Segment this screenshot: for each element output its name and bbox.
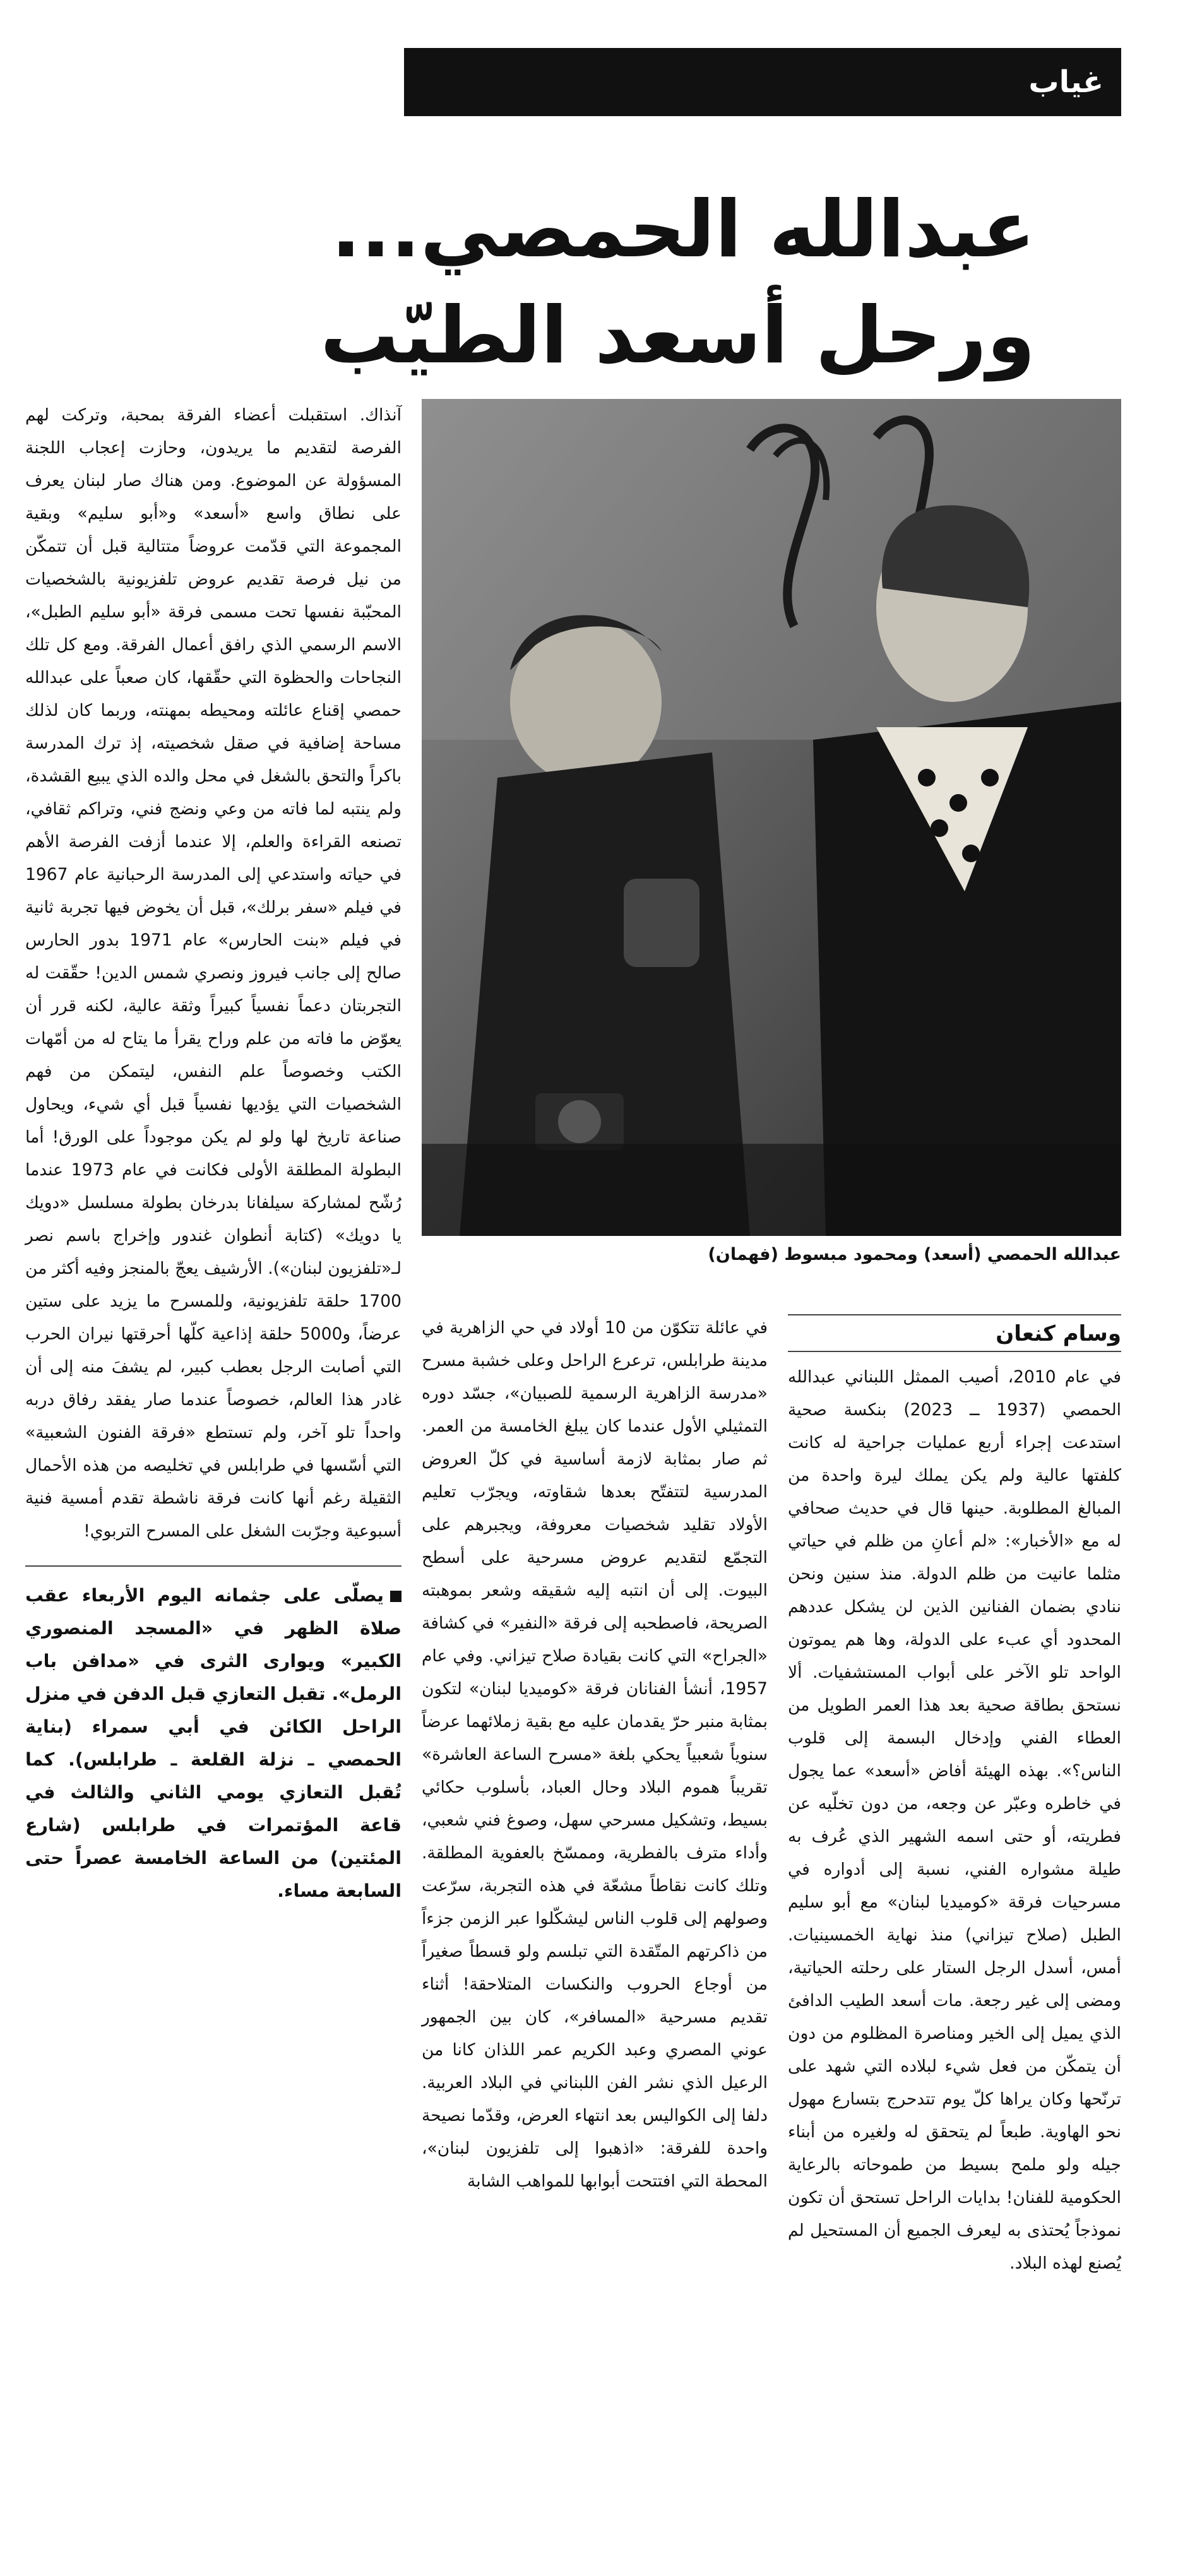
column-left-text: آنذاك. استقبلت أعضاء الفرقة بمحبة، وتركت لهم الفرصة لتقديم ما يريدون، وحازت إعجاب اللجنة المسؤولة عن الموضوع. ومن هناك صار لبنان يعرف على نطاق واسع «أسعد» و«أبو سليم» وبقية المجموعة التي قدّمت عروضاً متتالية قبل أن تتمكّن من نيل فرصة تقديم عروض تلفزيونية بالشخصيات المحبّبة نفسها تحت مسمى فرقة «أبو سليم الطبل»، الاسم الرسمي الذي رافق أعمال الفرقة. ومع كل تلك النجاحات والحظوة التي حقّقها، كان صعباً على عبدالله حمصي إقناع عائلته ومحيطه بمهنته، وربما كان لذلك مساحة إضافية في صقل شخصيته، إذ ترك المدرسة باكراً والتحق بالشغل في محل والده الذي يبيع القشدة، ولم ينتبه لما فاته من وعي ونضج فني، وتراكم ثقافي، تصنعه القراءة والعلم، إلا عندما أزفت الفرصة الأهم في حياته واستدعي إلى المدرسة الرحبانية عام 1967 في فيلم «سفر برلك»، قبل أن يخوض فيها تجربة ثانية في فيلم «بنت الحارس» عام 1971 بدور الحارس صالح إلى جانب فيروز ونصري شمس الدين! حقّقت له التجربتان دعماً نفسياً كبيراً وثقة عالية، لكنه قرر أن يعوّض ما فاته من علم وراح يقرأ ما يتاح له من أمّهات الكتب وخصوصاً علم النفس، ليتمكن من فهم الشخصيات التي يؤديها نفسياً قبل أي شيء، ويحاول صناعة تاريخ لها ولو لم يكن موجوداً على الورق! أما البطولة المطلقة الأولى فكانت في عام 1973 عندما رُشّح لمشاركة سيلفانا بدرخان بطولة مسلسل «دويك يا دويك» (كتابة أنطوان غندور وإخراج باسم نصر لـ«تلفزيون لبنان»). الأرشيف يعجّ بالمنجز وفيه أكثر من 1700 حلقة تلفزيونية، وللمسرح ما يزيد على ستين عرضاً، و5000 حلقة إذاعية كلّها أحرقتها نيران الحرب التي أصابت الرجل بعطب كبير، لم يشفَ منه إلى أن غادر هذا العالم، خصوصاً عندما صار يفقد رفاق دربه واحداً تلو آخر، ولم تستطع «فرقة الفنون الشعبية» التي أسّسها في طرابلس في تخليصه من هذه الأحمال الثقيلة رغم أنها كانت فرقة ناشطة تقدم أمسية فنية أسبوعية وجرّبت الشغل على المسرح التربوي!: [25, 405, 402, 1541]
divider-line: [788, 1351, 1121, 1352]
headline-line-1: عبدالله الحمصي...: [331, 184, 1035, 275]
headline-line-2: ورحل أسعد الطيّب: [320, 290, 1035, 381]
divider-line: [788, 1314, 1121, 1315]
article-column-right: [788, 1361, 1121, 2280]
article-headline: [189, 177, 1035, 389]
column-right-text: في عام 2010، أصيب الممثل اللبناني عبدالله الحمصي (1937 ــ 2023) بنكسة صحية استدعت إجراء أربع عمليات جراحية له كانت كلفتها عالية ولم يكن يملك ليرة واحدة من المبالغ المطلوبة. حينها قال في حديث صحافي له مع «الأخبار»: «لم أعانِ من ظلم في حياتي مثلما عانيت من ظلم الدولة. منذ سنين ونحن ننادي بضمان الفنانين الذين لن يشكل عددهم المحدود أي عبء على الدولة، وها هم يموتون الواحد تلو الآخر على أبواب المستشفيات. ألا نستحق بطاقة صحية بعد هذا العمر الطويل من العطاء الفني وإدخال البسمة إلى قلوب الناس؟». بهذه الهيئة أفاض «أسعد» عما يجول في خاطره وعبّر عن وجعه، من دون تخلّيه عن فطريته، أو حتى اسمه الشهير الذي عُرف به طيلة مشواره الفني، نسبة إلى أدواره في مسرحيات فرقة «كوميديا لبنان» مع أبو سليم الطبل (صلاح تيزاني) منذ نهاية الخمسينيات. أمس، أسدل الرجل الستار على رحلته الحياتية، ومضى إلى غير رجعة. مات أسعد الطيب الدافئ الذي يميل إلى الخير ومناصرة المظلوم من دون أن يتمكّن من فعل شيء لبلاده التي شهد على ترنّحها وكان يراها كلّ يوم تتدحرج بتسارع مهول نحو الهاوية. طبعاً لم يتحقق له ولغيره من أبناء جيله ولو ملمح بسيط من طموحاته بالرعاية الحكومية للفنان! بدايات الراحل تستحق أن تكون نموذجاً يُحتذى به ليعرف الجميع أن المستحيل لم يُصنع لهذه البلاد.: [788, 1367, 1121, 2273]
article-column-left: [25, 399, 402, 1908]
author-byline: وسام كنعان: [996, 1321, 1121, 1346]
article-photo: [422, 399, 1121, 1236]
column-middle-text: في عائلة تتكوّن من 10 أولاد في حي الزاهرية في مدينة طرابلس، ترعرع الراحل وعلى خشبة مسرح «مدرسة الزاهرية الرسمية للصبيان»، جسّد دوره التمثيلي الأول عندما كان يبلغ الخامسة من العمر. ثم صار بمثابة لازمة أساسية في كلّ العروض المدرسية لتتفتّح بعدها شقاوته، ويجرّب تعليم الأولاد تقليد شخصيات معروفة، ويجبرهم على التجمّع لتقديم عروض مسرحية على أسطح البيوت. إلى أن انتبه إليه شقيقه وشعر بموهبته الصريحة، فاصطحبه إلى فرقة «النفير» في كشافة «الجراح» التي كانت بقيادة صلاح تيزاني. وفي عام 1957، أنشأ الفنانان فرقة «كوميديا لبنان» لتكون بمثابة منبر حرّ يقدمان عليه مع بقية زملائهما عرضاً سنوياً شعبياً يحكي بلغة «مسرح الساعة العاشرة» تقريباً هموم البلاد وحال العباد، بأسلوب حكائي بسيط، وتشكيل مسرحي سهل، وصوغ فني شعبي، وأداء مترف بالفطرية، وممسّخ بالعفوية المطلقة. وتلك كانت نقاطاً مشعّة في هذه التجربة، سرّعت وصولهم إلى قلوب الناس ليشكّلوا عبر الزمن جزءاً من ذاكرتهم المتّقدة التي تبلسم ولو قسطاً صغيراً من أوجاع الحروب والنكسات المتلاحقة! أثناء تقديم مسرحية «المسافر»، كان بين الجمهور عوني المصري وعبد الكريم عمر اللذان كانا من الرعيل الذي نشر الفن اللبناني في البلاد العربية. دلفا إلى الكواليس بعد انتهاء العرض، وقدّما نصيحة واحدة للفرقة: «اذهبوا إلى تلفزيون لبنان»، المحطة التي افتتحت أبوابها للمواهب الشابة: [422, 1318, 768, 2191]
section-label: غياب: [404, 48, 1121, 116]
funeral-notice: [25, 1579, 402, 1908]
article-column-middle: [422, 1312, 768, 2198]
bullet-icon: [390, 1591, 402, 1602]
funeral-notice-text: يصلّى على جثمانه اليوم الأربعاء عقب صلاة الظهر في «المسجد المنصوري الكبير» ويوارى الثرى في «مدافن باب الرمل». تقبل التعازي قبل الدفن في منزل الراحل الكائن في أبي سمراء (بناية الحمصي ـ نزلة القلعة ـ طرابلس). كما تُقبل التعازي يومي الثاني والثالث في قاعة المؤتمرات في طرابلس (شارع المئتين) من الساعة الخامسة عصراً حتى السابعة مساء.: [25, 1585, 402, 1901]
photo-illustration: [422, 399, 1121, 1236]
photo-caption: عبدالله الحمصي (أسعد) ومحمود مبسوط (فهمان): [708, 1245, 1121, 1264]
divider-line: [25, 1565, 402, 1567]
